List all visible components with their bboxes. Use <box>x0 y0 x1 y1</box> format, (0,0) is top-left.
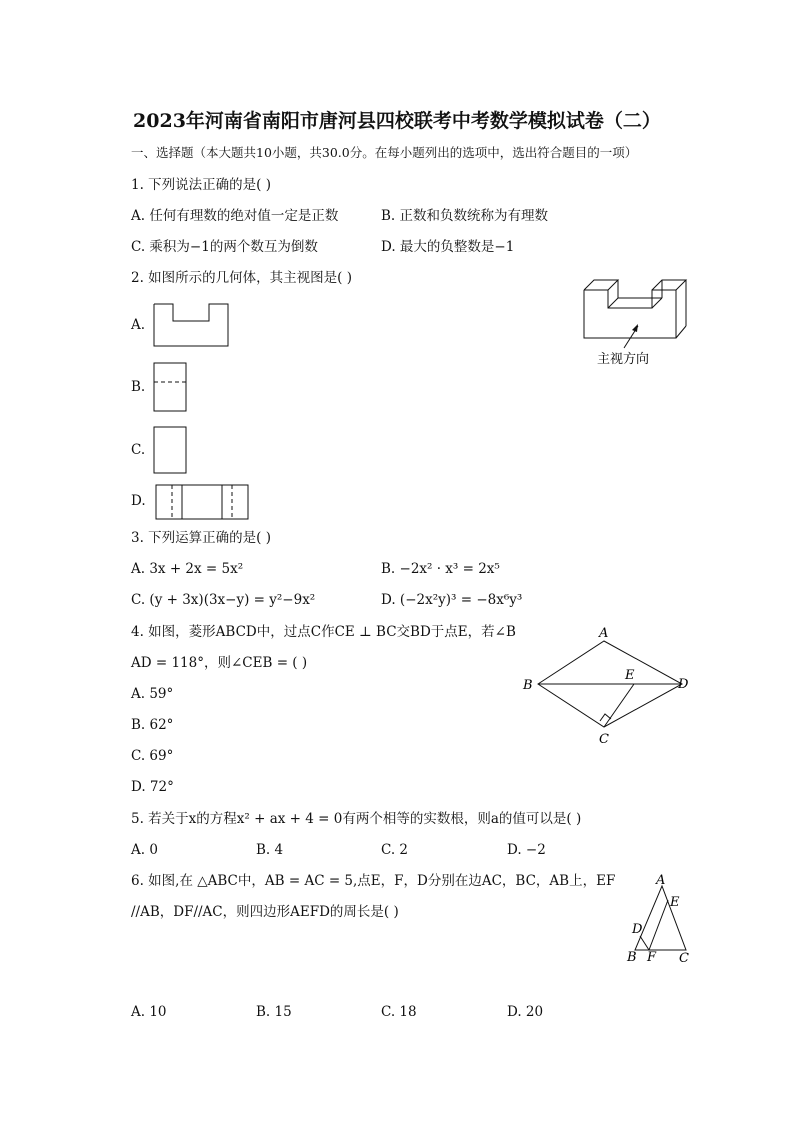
q6-label-b: B <box>627 950 637 965</box>
q4-rhombus-figure <box>515 622 695 750</box>
q2-option-a: A. <box>131 317 146 333</box>
q2-option-a-figure <box>153 303 229 347</box>
q2-option-c: C. <box>131 442 146 458</box>
q4-option-c: C. 69° <box>131 748 174 764</box>
q2-option-d: D. <box>131 493 146 509</box>
q6-label-e: E <box>670 895 680 910</box>
q5-option-d: D. −2 <box>507 842 546 858</box>
q2-option-d-figure <box>155 484 249 520</box>
q6-option-d: D. 20 <box>507 1004 544 1020</box>
q6-stem-line1: 6. 如图,在 △ABC中，AB = AC = 5,点E，F，D分别在边AC，BC，AB上，EF <box>131 873 616 889</box>
page-title: 2023年河南省南阳市唐河县四校联考中考数学模拟试卷（二） <box>133 110 661 132</box>
q6-label-d: D <box>632 922 643 937</box>
q4-label-e: E <box>625 668 635 683</box>
q4-option-a: A. 59° <box>131 686 174 702</box>
q6-option-b: B. 15 <box>256 1004 292 1020</box>
section-header: 一、选择题（本大题共10小题，共30.0分。在每小题列出的选项中，选出符合题目的一项） <box>131 145 638 160</box>
q3-stem: 3. 下列运算正确的是( ) <box>131 530 271 546</box>
q1-option-a: A. 任何有理数的绝对值一定是正数 <box>131 208 339 224</box>
q3-option-c: C. (y + 3x)(3x−y) = y²−9x² <box>131 592 316 608</box>
q4-label-a: A <box>599 626 609 641</box>
q5-option-b: B. 4 <box>256 842 284 858</box>
q1-option-d: D. 最大的负整数是−1 <box>381 239 515 255</box>
q4-option-d: D. 72° <box>131 779 174 795</box>
q5-stem: 5. 若关于x的方程x² + ax + 4 = 0有两个相等的实数根，则a的值可以是( ) <box>131 811 582 827</box>
q6-triangle-figure <box>622 872 698 968</box>
q4-option-b: B. 62° <box>131 717 174 733</box>
q2-solid-figure <box>580 268 690 368</box>
q4-label-d: D <box>678 677 689 692</box>
q5-option-c: C. 2 <box>381 842 409 858</box>
q6-label-f: F <box>647 950 657 965</box>
q2-option-c-figure <box>153 426 187 474</box>
q2-option-b-figure <box>153 362 187 412</box>
q2-fig-label: 主视方向 <box>597 352 650 367</box>
q3-option-a: A. 3x + 2x = 5x² <box>131 561 244 577</box>
q6-option-a: A. 10 <box>131 1004 167 1020</box>
q1-stem: 1. 下列说法正确的是( ) <box>131 177 271 193</box>
q6-option-c: C. 18 <box>381 1004 417 1020</box>
q5-option-a: A. 0 <box>131 842 158 858</box>
q4-stem-line1: 4. 如图，菱形ABCD中，过点C作CE ⊥ BC交BD于点E，若∠B <box>131 624 516 640</box>
q2-stem: 2. 如图所示的几何体，其主视图是( ) <box>131 270 352 286</box>
q6-label-c: C <box>679 951 689 966</box>
q2-option-b: B. <box>131 379 146 395</box>
q3-option-d: D. (−2x²y)³ = −8x⁶y³ <box>381 592 523 608</box>
q3-option-b: B. −2x² · x³ = 2x⁵ <box>381 561 500 577</box>
q6-label-a: A <box>656 873 666 888</box>
q4-stem-line2: AD = 118°，则∠CEB = ( ) <box>131 655 308 671</box>
q6-stem-line2: //AB，DF//AC，则四边形AEFD的周长是( ) <box>131 904 399 920</box>
q4-label-c: C <box>599 732 609 747</box>
q1-option-c: C. 乘积为−1的两个数互为倒数 <box>131 239 318 255</box>
q1-option-b: B. 正数和负数统称为有理数 <box>381 208 549 224</box>
q4-label-b: B <box>523 678 533 693</box>
